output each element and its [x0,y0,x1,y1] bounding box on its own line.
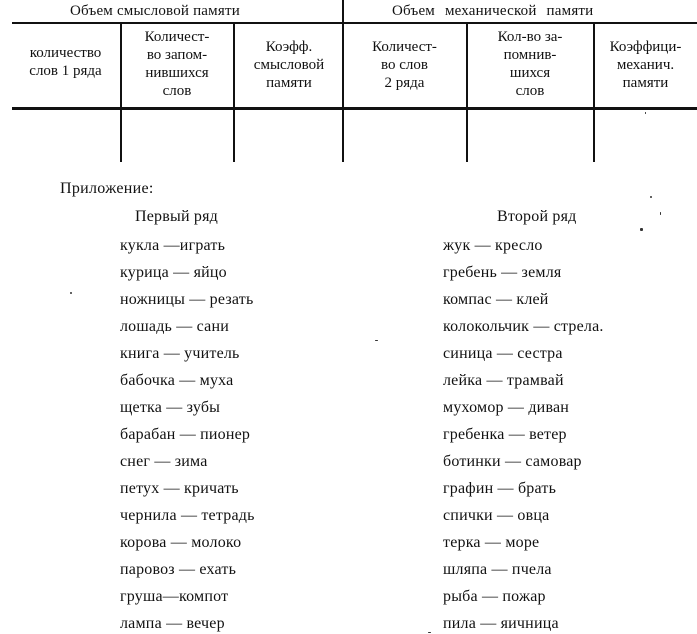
column-header-remembered-words-row-1: Количест- во запом- нившихся слов [144,29,210,99]
list-item: барабан — пионер [120,426,251,443]
list-item: шляпа — пчела [443,561,552,578]
column-header-semantic-coefficient: Коэфф. смысловой памяти [253,39,325,91]
scan-speck [70,292,72,294]
list-item: синица — сестра [443,345,563,362]
list-item: лампа — вечер [120,615,225,632]
scan-speck [645,112,646,114]
list-item: гребень — земля [443,264,562,281]
list-item: петух — кричать [120,480,239,497]
list-item: компас — клей [443,291,549,308]
list-item: кукла —играть [120,237,226,254]
scan-speck [650,196,652,198]
column-header-remembered-words-row-2: Кол-во за- помнив- шихся слов [497,29,563,99]
list-item: бабочка — муха [120,372,234,389]
table-column-divider [233,23,235,162]
list-item: колокольчик — стрела. [443,318,604,335]
list-item: терка — море [443,534,540,551]
list-item: книга — учитель [120,345,240,362]
second-row-title: Второй ряд [497,208,577,225]
list-item: снег — зима [120,453,208,470]
list-item: гребенка — ветер [443,426,567,443]
list-item: жук — кресло [443,237,543,254]
list-item: курица — яйцо [120,264,227,281]
group-title-mechanical-memory: Объем механической памяти [392,3,594,19]
list-item: паровоз — ехать [120,561,237,578]
group-title-semantic-memory: Объем смысловой памяти [70,3,240,19]
column-header-words-row-2: Количест- во слов 2 ряда [372,39,437,91]
list-item: мухомор — диван [443,399,570,416]
list-item: ботинки — самовар [443,453,582,470]
column-header-words-row-1: количество слов 1 ряда [29,45,102,79]
first-row-title: Первый ряд [135,208,219,225]
list-item: пила — яичница [443,615,559,632]
list-item: лошадь — сани [120,318,229,335]
scan-speck [640,228,643,231]
scan-speck [428,632,431,633]
list-item: груша—компот [120,588,229,605]
scan-speck [660,212,661,215]
column-header-mechanical-coefficient: Коэффици- механич. памяти [609,39,682,91]
list-item: лейка — трамвай [443,372,564,389]
list-item: чернила — тетрадь [120,507,255,524]
list-item: ножницы — резать [120,291,254,308]
list-item: щетка — зубы [120,399,221,416]
list-item: рыба — пожар [443,588,546,605]
appendix-title: Приложение: [60,180,154,197]
list-item: корова — молоко [120,534,242,551]
list-item: графин — брать [443,480,557,497]
list-item: спички — овца [443,507,550,524]
scan-speck [375,340,378,341]
